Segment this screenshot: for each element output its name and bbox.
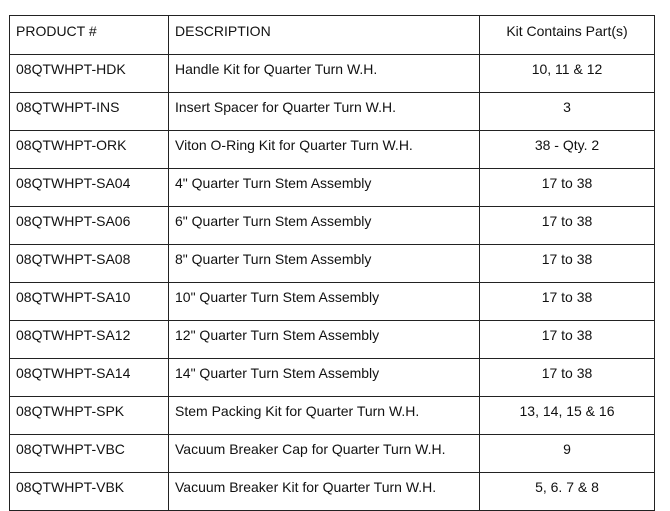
header-description: DESCRIPTION [169, 16, 480, 55]
description-cell: 4" Quarter Turn Stem Assembly [169, 169, 480, 207]
description-cell: 10" Quarter Turn Stem Assembly [169, 283, 480, 321]
parts-table [9, 15, 655, 511]
parts-table-container [9, 15, 655, 511]
table-row [10, 131, 655, 169]
product-number-cell: 08QTWHPT-SA04 [10, 169, 169, 207]
description-cell: Viton O-Ring Kit for Quarter Turn W.H. [169, 131, 480, 169]
kit-contains-cell: 17 to 38 [480, 245, 655, 283]
product-number-cell: 08QTWHPT-SPK [10, 397, 169, 435]
table-row [10, 207, 655, 245]
product-number-cell: 08QTWHPT-SA10 [10, 283, 169, 321]
product-number-cell: 08QTWHPT-SA06 [10, 207, 169, 245]
kit-contains-cell: 13, 14, 15 & 16 [480, 397, 655, 435]
product-number-cell: 08QTWHPT-SA12 [10, 321, 169, 359]
kit-contains-cell: 17 to 38 [480, 169, 655, 207]
table-row [10, 397, 655, 435]
kit-contains-cell: 10, 11 & 12 [480, 55, 655, 93]
product-number-cell: 08QTWHPT-SA14 [10, 359, 169, 397]
description-cell: 12" Quarter Turn Stem Assembly [169, 321, 480, 359]
header-product-number: PRODUCT # [10, 16, 169, 55]
table-row [10, 321, 655, 359]
kit-contains-cell: 5, 6. 7 & 8 [480, 473, 655, 511]
description-cell: Insert Spacer for Quarter Turn W.H. [169, 93, 480, 131]
kit-contains-cell: 3 [480, 93, 655, 131]
table-row [10, 435, 655, 473]
table-row [10, 473, 655, 511]
table-row [10, 245, 655, 283]
kit-contains-cell: 9 [480, 435, 655, 473]
description-cell: Stem Packing Kit for Quarter Turn W.H. [169, 397, 480, 435]
kit-contains-cell: 17 to 38 [480, 283, 655, 321]
product-number-cell: 08QTWHPT-ORK [10, 131, 169, 169]
table-row [10, 283, 655, 321]
description-cell: 14" Quarter Turn Stem Assembly [169, 359, 480, 397]
table-row [10, 359, 655, 397]
description-cell: Vacuum Breaker Kit for Quarter Turn W.H. [169, 473, 480, 511]
description-cell: Vacuum Breaker Cap for Quarter Turn W.H. [169, 435, 480, 473]
kit-contains-cell: 38 - Qty. 2 [480, 131, 655, 169]
table-row [10, 55, 655, 93]
product-number-cell: 08QTWHPT-VBC [10, 435, 169, 473]
kit-contains-cell: 17 to 38 [480, 321, 655, 359]
product-number-cell: 08QTWHPT-HDK [10, 55, 169, 93]
product-number-cell: 08QTWHPT-INS [10, 93, 169, 131]
product-number-cell: 08QTWHPT-SA08 [10, 245, 169, 283]
description-cell: 8" Quarter Turn Stem Assembly [169, 245, 480, 283]
kit-contains-cell: 17 to 38 [480, 207, 655, 245]
description-cell: 6" Quarter Turn Stem Assembly [169, 207, 480, 245]
table-row [10, 169, 655, 207]
header-kit-contains: Kit Contains Part(s) [480, 16, 655, 55]
description-cell: Handle Kit for Quarter Turn W.H. [169, 55, 480, 93]
product-number-cell: 08QTWHPT-VBK [10, 473, 169, 511]
table-row [10, 93, 655, 131]
table-header-row [10, 16, 655, 55]
kit-contains-cell: 17 to 38 [480, 359, 655, 397]
